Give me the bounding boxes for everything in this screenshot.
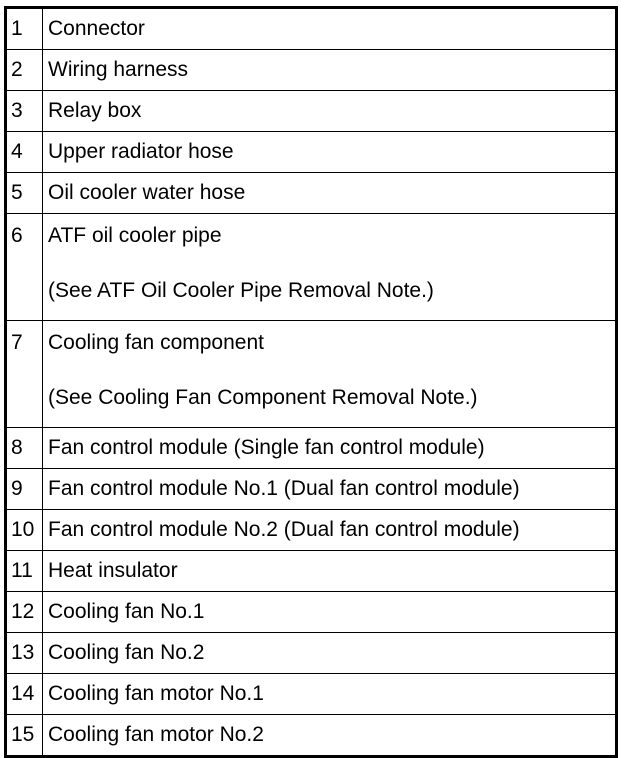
part-description: Upper radiator hose: [43, 132, 617, 173]
part-number: 15: [6, 715, 43, 757]
part-number: 12: [6, 592, 43, 633]
part-number: 3: [6, 91, 43, 132]
part-removal-note: (See Cooling Fan Component Removal Note.): [48, 386, 478, 409]
part-number: 2: [6, 50, 43, 91]
table-row: [6, 633, 617, 674]
part-number: 7: [6, 321, 43, 428]
part-description: Connector: [43, 8, 617, 50]
part-description: Cooling fan component: [48, 331, 264, 354]
part-number: 14: [6, 674, 43, 715]
part-number: 9: [6, 469, 43, 510]
table-row: [6, 8, 617, 50]
part-description: Oil cooler water hose: [43, 173, 617, 214]
part-number: 1: [6, 8, 43, 50]
part-removal-note: (See ATF Oil Cooler Pipe Removal Note.): [48, 279, 434, 302]
part-number: 8: [6, 428, 43, 469]
part-description: Wiring harness: [43, 50, 617, 91]
part-number: 13: [6, 633, 43, 674]
table-row: [6, 551, 617, 592]
part-description: Cooling fan No.1: [43, 592, 617, 633]
part-description: Cooling fan motor No.2: [43, 715, 617, 757]
part-number: 10: [6, 510, 43, 551]
table-row: [6, 510, 617, 551]
part-number: 6: [6, 214, 43, 321]
table-row: [6, 132, 617, 173]
table-row: [6, 469, 617, 510]
part-description: ATF oil cooler pipe: [48, 224, 222, 247]
table-row: [6, 321, 617, 428]
parts-table-body: [6, 8, 617, 757]
part-description: Relay box: [43, 91, 617, 132]
part-description: Cooling fan motor No.1: [43, 674, 617, 715]
part-number: 11: [6, 551, 43, 592]
table-row: [6, 173, 617, 214]
part-number: 5: [6, 173, 43, 214]
table-row: [6, 592, 617, 633]
part-description: Fan control module (Single fan control module): [43, 428, 617, 469]
part-description: Cooling fan No.2: [43, 633, 617, 674]
part-description: Fan control module No.1 (Dual fan control module): [43, 469, 617, 510]
table-row: [6, 214, 617, 321]
table-row: [6, 428, 617, 469]
table-row: [6, 715, 617, 757]
part-description-cell: [43, 321, 617, 428]
part-number: 4: [6, 132, 43, 173]
table-row: [6, 91, 617, 132]
parts-table: [4, 6, 618, 758]
table-row: [6, 674, 617, 715]
part-description: Fan control module No.2 (Dual fan control module): [43, 510, 617, 551]
part-description: Heat insulator: [43, 551, 617, 592]
table-row: [6, 50, 617, 91]
part-description-cell: [43, 214, 617, 321]
